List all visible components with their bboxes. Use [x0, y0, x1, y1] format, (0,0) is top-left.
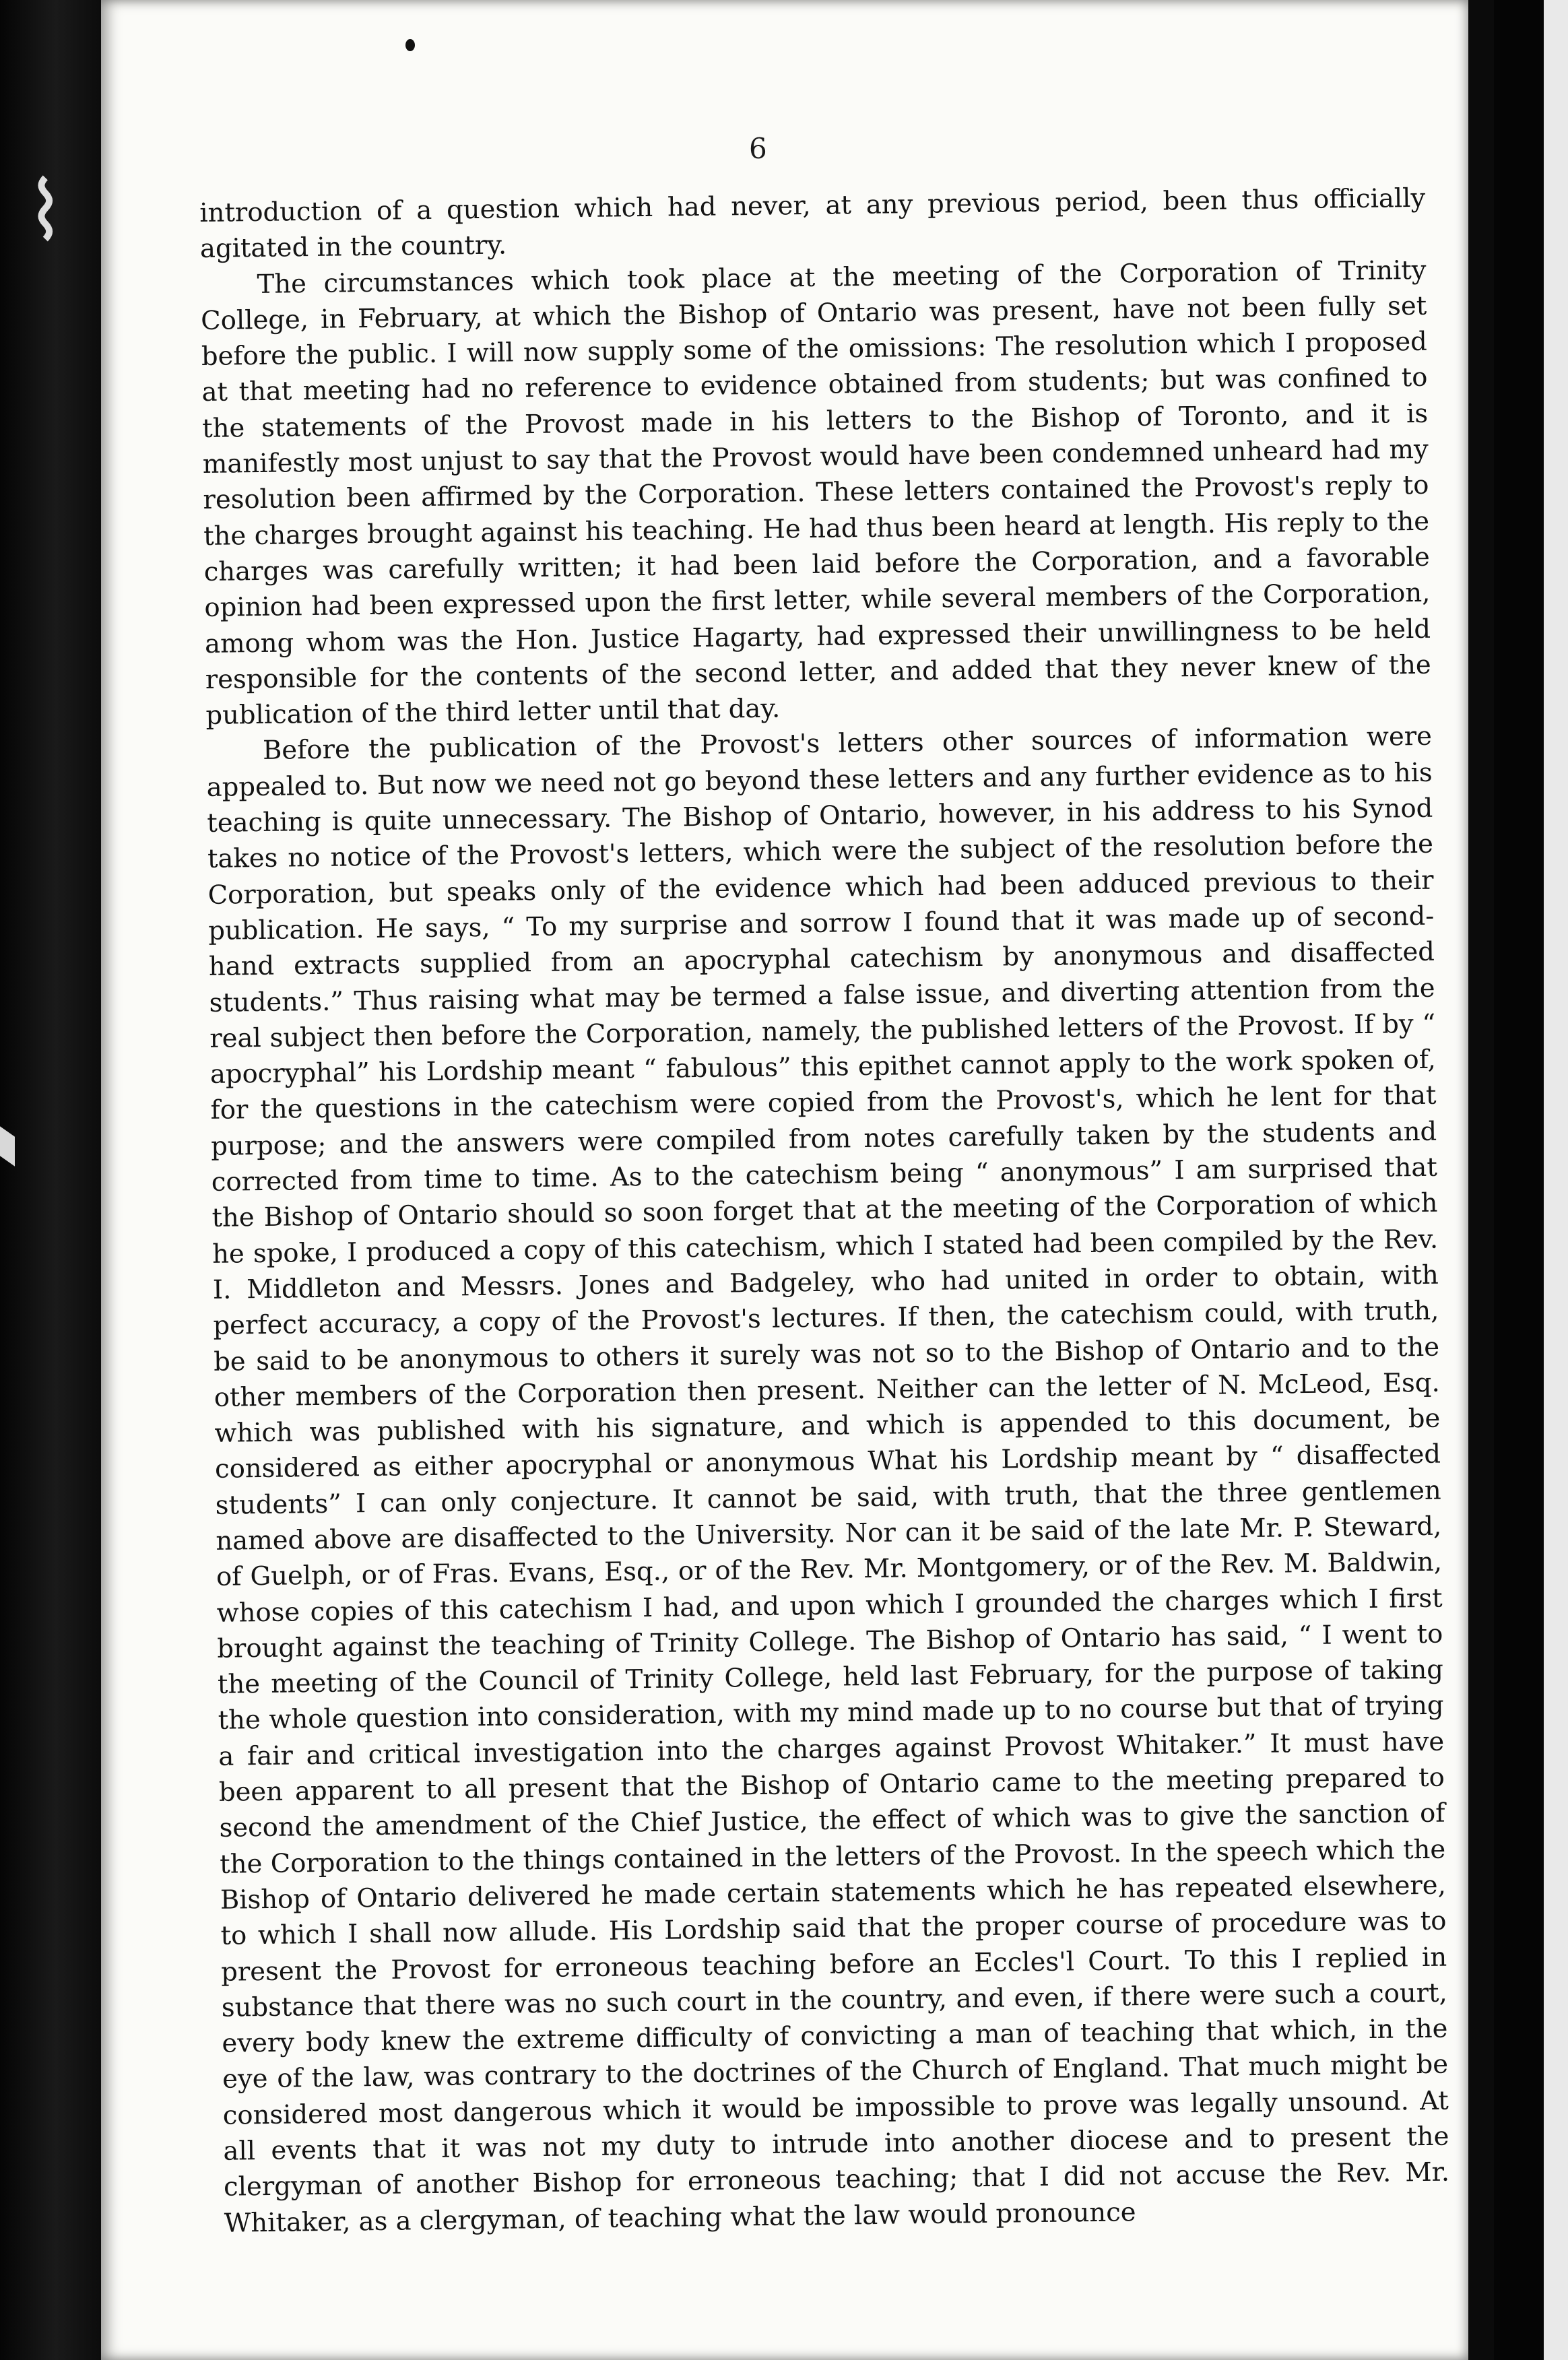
paragraph-continuation: introduction of a question which had never, at any previous period, been thus officially agitated in the country. — [199, 183, 1426, 265]
document-page — [101, 0, 1468, 2360]
paragraph-provost-letters: Before the publication of the Provost's letters other sources of information were appealed to. But now we need not go beyond these letters and any further evidence as to his teaching is quite unnecessary. The Bishop of Ontario, however, in his address to his Synod takes no notice of the Provost's letters, which were the subject of the resolution before the Corporation, but speaks only of the evidence which had been adduced previous to their publication. He says, “ To my surprise and sorrow I found that it was made up of second-hand extracts supplied from an apocryphal catechism by anonymous and disaffected students.” Thus raising what may be termed a false issue, and diverting attention from the real subject then before the Corporation, namely, the published letters of the Provost. If by “ apocryphal” his Lordship meant “ fabulous” this epithet cannot apply to the work spoken of, for the questions in the catechism were copied from the Provost's, which he lent for that purpose; and the answers were compiled from notes carefully taken by the students and corrected from time to time. As to the catechism being “ anonymous” I am surprised that the Bishop of Ontario should so soon forget that at the meeting of the Corporation of which he spoke, I produced a copy of this catechism, which I stated had been compiled by the Rev. I. Middleton and Messrs. Jones and Badgeley, who had united in order to obtain, with perfect accuracy, a copy of the Provost's lectures. If then, the catechism could, with truth, be said to be anonymous to others it surely was not so to the Bishop of Ontario and to the other members of the Corporation then present. Neither can the letter of N. McLeod, Esq. which was published with his signature, and which is appended to this document, be considered as either apocryphal or anonymous What his Lordship meant by “ disaffected students” I can only conjecture. It cannot be said, with truth, that the three gentlemen named above are disaffected to the University. Nor can it be said of the late Mr. P. Steward, of Guelph, or of Fras. Evans, Esq., or of the Rev. Mr. Montgomery, or of the Rev. M. Baldwin, whose copies of this catechism I had, and upon which I grounded the charges which I first brought against the teaching of Trinity College. The Bishop of Ontario has said, “ I went to the meeting of the Council of Trinity College, held last February, for the purpose of taking the whole question into consideration, with my mind made up to no course but that of trying a fair and critical investigation into the charges against Provost Whitaker.” It must have been apparent to all present that the Bishop of Ontario came to the meeting prepared to second the amendment of the Chief Justice, the effect of which was to give the sanction of the Corporation to the things contained in the letters of the Provost. In the speech which the Bishop of Ontario delivered he made certain statements which he has repeated elsewhere, to which I shall now allude. His Lordship said that the proper course of procedure was to present the Provost for erroneous teaching before an Eccles'l Court. To this I replied in substance that there was no such court in the country, and even, if there were such a court, every body knew the extreme difficulty of convicting a man of teaching that which, in the eye of the law, was contrary to the doctrines of the Church of England. That much might be considered most dangerous which it would be impossible to prove was legally unsound. At all events that it was not my duty to intrude into another diocese and to present the clergyman of another Bishop for erroneous teaching; that I did not accuse the Rev. Mr. Whitaker, as a clergyman, of teaching what the law would pronounce — [206, 721, 1450, 2239]
next-page-edge — [1544, 0, 1568, 2360]
body-text — [199, 181, 1450, 2241]
page-number: 6 — [749, 132, 767, 165]
ink-dot — [405, 39, 415, 51]
spine-mark: ⌇ — [26, 165, 65, 259]
paragraph-corporation-meeting: The circumstances which took place at the meeting of the Corporation of Trinity College, in February, at which the Bishop of Ontario was present, have not been fully set before the public. I will now supply some of the omissions: The resolution which I proposed at that meeting had no reference to evidence obtained from students; but was confined to the statements of the Provost made in his letters to the Bishop of Toronto, and it is manifestly most unjust to say that the Provost would have been condemned unheard had my resolution been affirmed by the Corporation. These letters contained the Provost's reply to the charges brought against his teaching. He had thus been heard at length. His reply to the charges was carefully written; it had been laid before the Corporation, and a favorable opinion had been expressed upon the first letter, while several members of the Corporation, among whom was the Hon. Justice Hagarty, had expressed their unwillingness to be held responsible for the contents of the second letter, and added that they never knew of the publication of the third letter until that day. — [201, 255, 1431, 731]
scan-border-left — [0, 0, 101, 2360]
